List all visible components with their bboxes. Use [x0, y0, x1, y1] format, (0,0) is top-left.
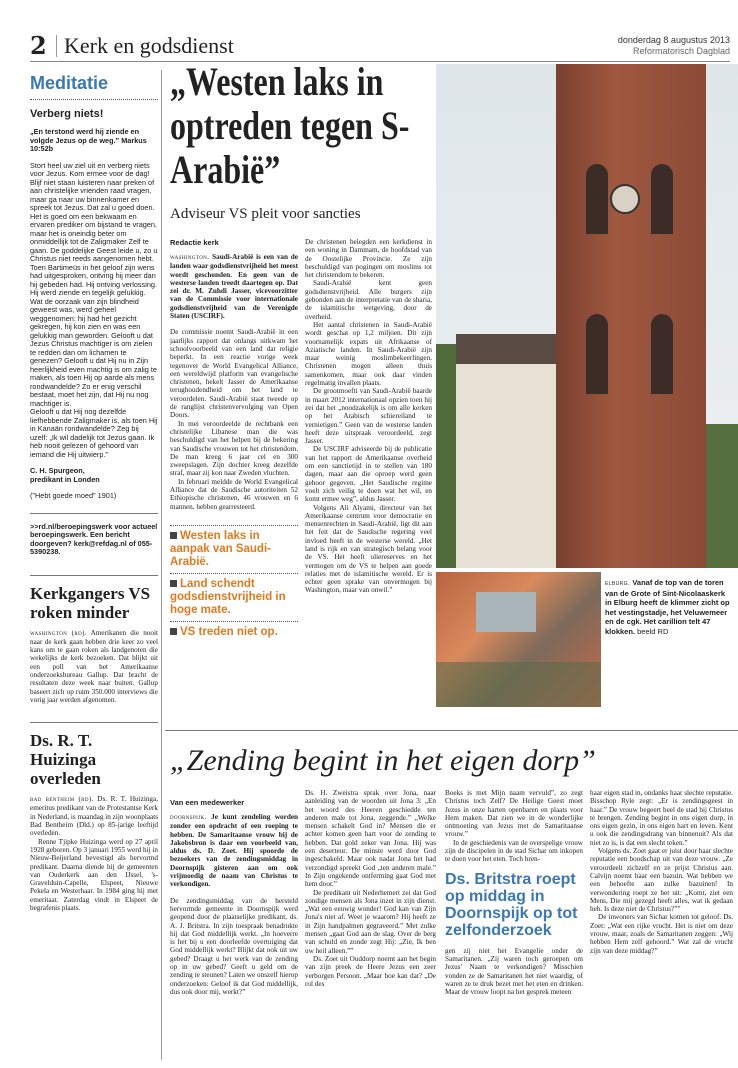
- left-column: [30, 72, 158, 912]
- meditatie-title: Verberg niets!: [30, 108, 104, 120]
- tower-window: [651, 314, 673, 394]
- source: ("Hebt goede moed" 1901): [30, 491, 117, 500]
- byline: Redactie kerk: [170, 238, 219, 247]
- zending-headline: „Zending begint in het eigen dorp”: [170, 744, 596, 777]
- paragraph: In de geschiedenis van de overspelige vrouw zijn de discipelen in de stad Sichar om inkopen te doen voor het eten. Toch bren-: [445, 838, 583, 864]
- elburg-aerial-photo: [436, 572, 601, 707]
- page-number: 2: [30, 31, 47, 60]
- tower-window: [651, 164, 673, 234]
- paragraph: Het aantal christenen in Saudi-Arabië wordt geschat op 1,2 miljoen. Dit zijn voornamelijk expats uit Afrikaanse of Aziatische landen. In Saudi-Arabië zijn maar weinig moslimbekeerlingen. Christenen mogen alleen thuis samenkomen, maar ook daar vinden regelmatig invallen plaats.: [305, 320, 432, 388]
- tower-window: [586, 314, 608, 394]
- zending-col-2: [305, 789, 436, 988]
- main-headline: „Westen laks in optreden tegen S-Arabië”: [170, 59, 410, 192]
- byline: Van een medewerker: [170, 798, 245, 807]
- meditatie-verse: „En terstond werd hij ziende en volgde Jezus op de weg.” Markus 10:52b: [30, 127, 147, 153]
- zending-col-4: [590, 789, 733, 955]
- bullet-item: VS treden niet op.: [170, 621, 298, 643]
- paragraph: gen zij niet het Evangelie onder de Samaritanen. „Zij waren toch geroepen om Jezus' Naam te verkondigen? Misschien vonden ze de Samaritanen het niet waardig, of waren ze te druk bezet met het eten en drinken. Maar de vrouw loopt na het gesprek meteen: [445, 946, 583, 997]
- paragraph: Stort heel uw ziel uit en verberg niets voor Jezus. Kom ermee voor de dag! Blijf niet staan luisteren naar preken of aan christelijke vrienden raad vragen, maar ga naar uw binnenkamer en spreek tot Jezus. Dat zal u goed doen.: [30, 160, 155, 212]
- paragraph: In februari meldde de World Evangelical Alliance dat de Saudische autoriteiten 52 Ethiopische christenen, 46 vrouwen en 6 mannen, hebben gearresteerd.: [170, 477, 298, 511]
- lead: Saudi-Arabië is een van de landen waar godsdienstvrijheid het meest wordt geschonden. En geen van de westerse landen treedt daartegen op. Dat zei dr. M. Zuhdi Jasser, vicevoorzitter van de Commissie voor internationale godsdienstvrijheid van de Verenigde Staten (USCIRF).: [170, 253, 298, 321]
- zending-col-3: [445, 789, 583, 996]
- paragraph: Toen Bartimeüs in het geloof zijn wens had uitgesproken, ontving hij meer dan hij gebeden had. Hij ontving verlossing. Hij werd ziende en tegelijk gelukkig.: [30, 262, 157, 297]
- dateline: washington (rd).: [30, 629, 87, 637]
- author-role: predikant in Londen: [30, 474, 100, 484]
- paragraph: Boeks is met Mijn naam vervuld”, zo zegt Christus toch Zelf? De Heilige Geest moet Jezus in onze harten openbaren en plaats voor Hem maken. Dat zien we in de wonderlijke ontmoeting van Jezus met de Samaritaanse vrouw.”: [445, 789, 583, 839]
- paragraph: Volgens Ali Alyami, directeur van het Amerikaanse centrum voor democratie en mensenrechten in Saudi-Arabië, ligt dit aan het feit dat de Saudische regering veel invloed heeft in de westerse wereld. „Het land is rijk en van strategisch belang voor de VS. Het heeft oliereserves en het vermogen om de VS te helpen aan goede relaties met de islamitische wereld. Er is echter geen sprake van onvermogen bij Washington, maar van onwil.”: [305, 503, 432, 595]
- section-title: Kerk en godsdienst: [64, 33, 234, 58]
- divider: [30, 575, 158, 576]
- clock: [610, 184, 640, 214]
- paragraph: De predikant uit Nederhemert zei dat God zondige mensen als Jona inzet in zijn dienst. „Wat een eeuwig wonder! God kan van Zijn Jona's niet af. Weet je waarom? Hij heeft ze in Zijn handpalmen gegraveerd.” Met zulke mensen „gaat God aan de slag. Over de berg van schuld en zonde zegt Hij: „Zie, Ik ben uw heil alleen.””: [305, 888, 436, 955]
- lead: Je kunt zendeling worden zonder een opdracht of een roeping te hebben. De Samaritaanse vrouw bij de Jakobsbron is daar een voorbeeld van, aldus ds. D. Zoet. Hij spoorde de bezoekers van de zendingsmiddag in Doornspijk gisteren aan om ook vrijmoedig de naam van Christus te verkondigen.: [170, 813, 299, 889]
- bullet-item: Westen laks in aanpak van Saudi-Arabië.: [170, 525, 298, 573]
- paragraph: haar eigen stad in, ondanks haar slechte reputatie. Bisschop Ryle zegt: „Er is zendingsgeest in haar.” De vrouw begeert heel de stad bij Christus te brengen. Zending begint in ons eigen dorp, in ons eigen gezin, in ons eigen hart en leven. Kent u ook die zendingsdrang van binnenuit? Als dat niet zo is, is dat een slecht teken.”: [590, 789, 733, 847]
- dateline: doornspijk.: [170, 814, 207, 821]
- trees: [436, 662, 601, 707]
- dateline: washington.: [170, 254, 210, 261]
- paragraph: De grootmoefti van Saudi-Arabië baarde in maart 2012 internationaal opzien toen hij zei dat het „noodzakelijk is om alle kerken op het Arabisch schiereiland te vernietigen.” Geen van de westerse landen heeft deze uitspraak veroordeeld, zegt Jasser.: [305, 387, 432, 446]
- main-subtitle: Adviseur VS pleit voor sancties: [170, 206, 361, 222]
- divider: [30, 99, 158, 100]
- paragraph: De commissie noemt Saudi-Arabië in een jaarlijks rapport dat onlangs uitkwam het schoolvoorbeeld van een land dat religie beperkt. In een reactie vorige week tegenover de World Evangelical Alliance, een wereldwijd platform van evangelische christenen, hekelt Jasser de Amerikaanse terughoudendheid om het land te veroordelen. Saudi-Arabië staat tweede op de ranglijst christenvervolging van Open Doors.: [170, 328, 298, 420]
- footer-link[interactable]: >>rd.nl/beroepingswerk voor actueel beroepingswerk. Een bericht doorgeven? kerk@refdag.nl of 055-5390238.: [30, 521, 158, 556]
- column-divider: [161, 70, 162, 1060]
- main-col-2: [305, 238, 432, 595]
- paragraph: De USCIRF adviseerde bij de publicatie van het rapport de Amerikaanse overheid om een sanctietijd in te stellen van 180 dagen, maar aan die oproep werd geen gehoor gegeven. „Het Saudische regime voelt zich veilig te doen wat het wil, en komt ermee weg”, aldus Jasser.: [305, 445, 432, 504]
- bullet-item: Land schendt godsdienstvrijheid in hoge mate.: [170, 573, 298, 621]
- paragraph: Ds. Zoet uit Ouddorp noemt aan het begin van zijn preek de Heere Jezus een zeer verborgen Persoon. „Maar hoe kan dat? „De rol des: [305, 954, 436, 988]
- roofs: [476, 592, 536, 632]
- divider: [30, 513, 158, 514]
- tower: [556, 64, 706, 568]
- paragraph: De zendingsmiddag van de hersteld hervormde gemeente in Doornspijk werd geopend door de plaatselijke predikant, ds. A. J. Britstra. In zijn toespraak benadrukte hij dat God middellijk werkt. „In hoeverre is het bij u een doorleefde overtuiging dat God middellijk werkt? Blijkt dat ook uit uw gebed? Draagt u het werk van de zending op in uw gebed? Geeft u geld om de zending te steunen? Laten we onszelf hierop onderzoeken: Geloof ik dat God middellijk, dus ook door mij, werkt?”: [170, 896, 298, 996]
- divider: [30, 722, 158, 723]
- meditatie-label: Meditatie: [30, 73, 109, 93]
- article-title: Kerkgangers VS roken minder: [30, 583, 151, 622]
- main-col-1: [170, 238, 298, 643]
- church-tower-photo: [436, 64, 738, 568]
- paragraph: Volgens ds. Zoet gaat er juist door haar slechte reputatie een boodschap uit van deze vrouw. „Ze veroordeelt zichzelf en ze prijst Christus aan. Calvijn noemt haar een bazuin. Wat hebben we een behoefte aan zulke bazuinen! In verwondering roept ze het uit: „Komt, ziet een Mens, Die mij gezegd heeft alles, wat ik gedaan heb. Is deze niet de Christus?””: [590, 847, 733, 914]
- article-title: Ds. R. T. Huizinga overleden: [30, 731, 101, 789]
- header-divider: [56, 35, 57, 57]
- zending-col-1: [170, 798, 298, 996]
- kerkgangers-article: [30, 584, 158, 705]
- author: C. H. Spurgeon,: [30, 466, 85, 475]
- tower-window: [586, 164, 608, 234]
- paragraph: Het is goed om een bekwaam en ervaren prediker om bijstand te vragen, maar het is oneindig beter om onmiddellijk tot de Zaligmaker Zelf te gaan. De goddelijke Geest leide u, zo u Christus niet reeds aangenomen hebt.: [30, 211, 158, 263]
- paragraph: Renne Tjipke Huizinga werd op 27 april 1928 geboren. Op 3 januari 1955 werd hij in Nieuw-Beijerland bevestigd als hervormd predikant. Daarna diende hij de gemeenten van Ouderkerk aan den IJssel, 's-Gravelduin-Capelle, Elspeet, Nieuwe Pekela en Westerhaar. In 1984 ging hij met emeritaat. Zaterdag vindt in Elspeet de begrafenis plaats.: [30, 837, 158, 913]
- article-body: Amerikanen die nooit naar de kerk gaan hebben drie keer zo veel kans om te gaan roken als landgenoten die wekelijks de kerk bezoeken. Dat blijkt uit een poll van het Amerikaanse onderzoeksbureau Gallup. Dat bracht de resultaten deze week naar buiten. Gallup baseert zich op ruim 350.000 interviews die vorig jaar werden afgenomen.: [30, 628, 158, 704]
- caption-place: elburg.: [605, 580, 631, 587]
- bullet-list: [170, 525, 298, 643]
- intertitle: Ds. Britstra roept op middag in Doornspijk op tot zelfonderzoek: [445, 870, 578, 939]
- header-meta: [618, 35, 730, 57]
- paragraph: Ds. H. Zweistra sprak over Jona, naar aanleiding van de woorden uit Jona 3: „En het woord des Heeren geschiedde ten anderen male tot Jona, zeggende.” „Welke mensen schakelt God in? Mensen die er achter komen geen hart voor de zending te hebben. Dat gold zeker van Jona. Hij was een deserteur. De minste werd door God ingeschakeld. Maar ook nadat Jona het had verzondigd spreekt God „ten anderen male.” In Zijn ongekende ontferming gaat God met hem door.”: [305, 789, 436, 889]
- paragraph: Gelooft u dat Hij nog dezelfde liefhebbende Zaligmaker is, als toen Hij in Kanaän rondwandelde? Zeg bij uzelf: „Ik wil dadelijk tot Jezus gaan. Ik heb nooit gelezen of gehoord van iemand die Hij uitwierp.”: [30, 407, 158, 459]
- paragraph: In mei veroordeelde de rechtbank een christelijke Libanese man die was beschuldigd van het helpen bij de bekering van Saudische vrouwen tot het christendom. De man kreeg 6 jaar cel en 300 zweepslagen. Zijn dochter kreeg dezelfde straf, maar zij kon naar Zweden vluchten.: [170, 419, 298, 478]
- photo-credit: beeld RD: [637, 626, 669, 636]
- huizinga-article: [30, 731, 158, 912]
- meditatie-body: [30, 108, 158, 557]
- paragraph: Ds. R. T. Huizinga, emeritus predikant van de Protestantse Kerk in Nederland, is maandag in zijn woonplaats Bad Bentheim (Dld.) op 85-jarige leeftijd overleden.: [30, 795, 158, 838]
- dateline: bad bentheim (rd).: [30, 796, 94, 804]
- paragraph: Saudi-Arabië kent geen godsdienstvrijheid. Alle burgers zijn gebonden aan de interpretatie van de sharia, de islamitische wetgeving, door de overheid.: [305, 279, 432, 321]
- trees: [706, 424, 738, 568]
- paragraph: Wat de oorzaak van zijn blindheid geweest was, werd geheel weggenomen: hij had het gezicht gekregen, hij kon zien en was een gelukkig man geworden. Gelooft u dat Jezus Christus machtiger is om zielen te redden dan om lichamen te genezen? Gelooft u dat Hij nu in Zijn heerlijkheid even machtig is om zalig te maken, als toen Hij op aarde als mens rondwandelde? Zo er enig verschil bestaat, moet het zijn, dat Hij nu nog machtiger is.: [30, 296, 157, 408]
- paper-name: Reformatorisch Dagblad: [632, 46, 730, 56]
- paragraph: De inwoners van Sichar komen tot geloof. Ds. Zoet: „Wat een rijke vrucht. Het is niet om deze vrouw, maar, zoals de Samaritanen zeggen: „Wij hebben Hem zelf gehoord.” Wat zal de vrucht zijn van deze middag?”: [590, 913, 733, 955]
- caption-text: Vanaf de top van de toren van de Grote of Sint-Nicolaaskerk in Elburg heeft de klimmer zicht op het vestingstadje, het Veluwemeer en de cgk. Het carillion telt 47 klokken.: [605, 578, 730, 636]
- divider: [165, 730, 738, 731]
- photo-caption: [605, 578, 733, 636]
- paragraph: De christenen belegden een kerkdienst in een woning in Dammam, de hoofdstad van de Oostelijke Provincie. Ze zijn beschuldigd van pogingen om moslims tot het christendom te bekeren.: [305, 238, 432, 280]
- issue-date: donderdag 8 augustus 2013: [617, 35, 730, 45]
